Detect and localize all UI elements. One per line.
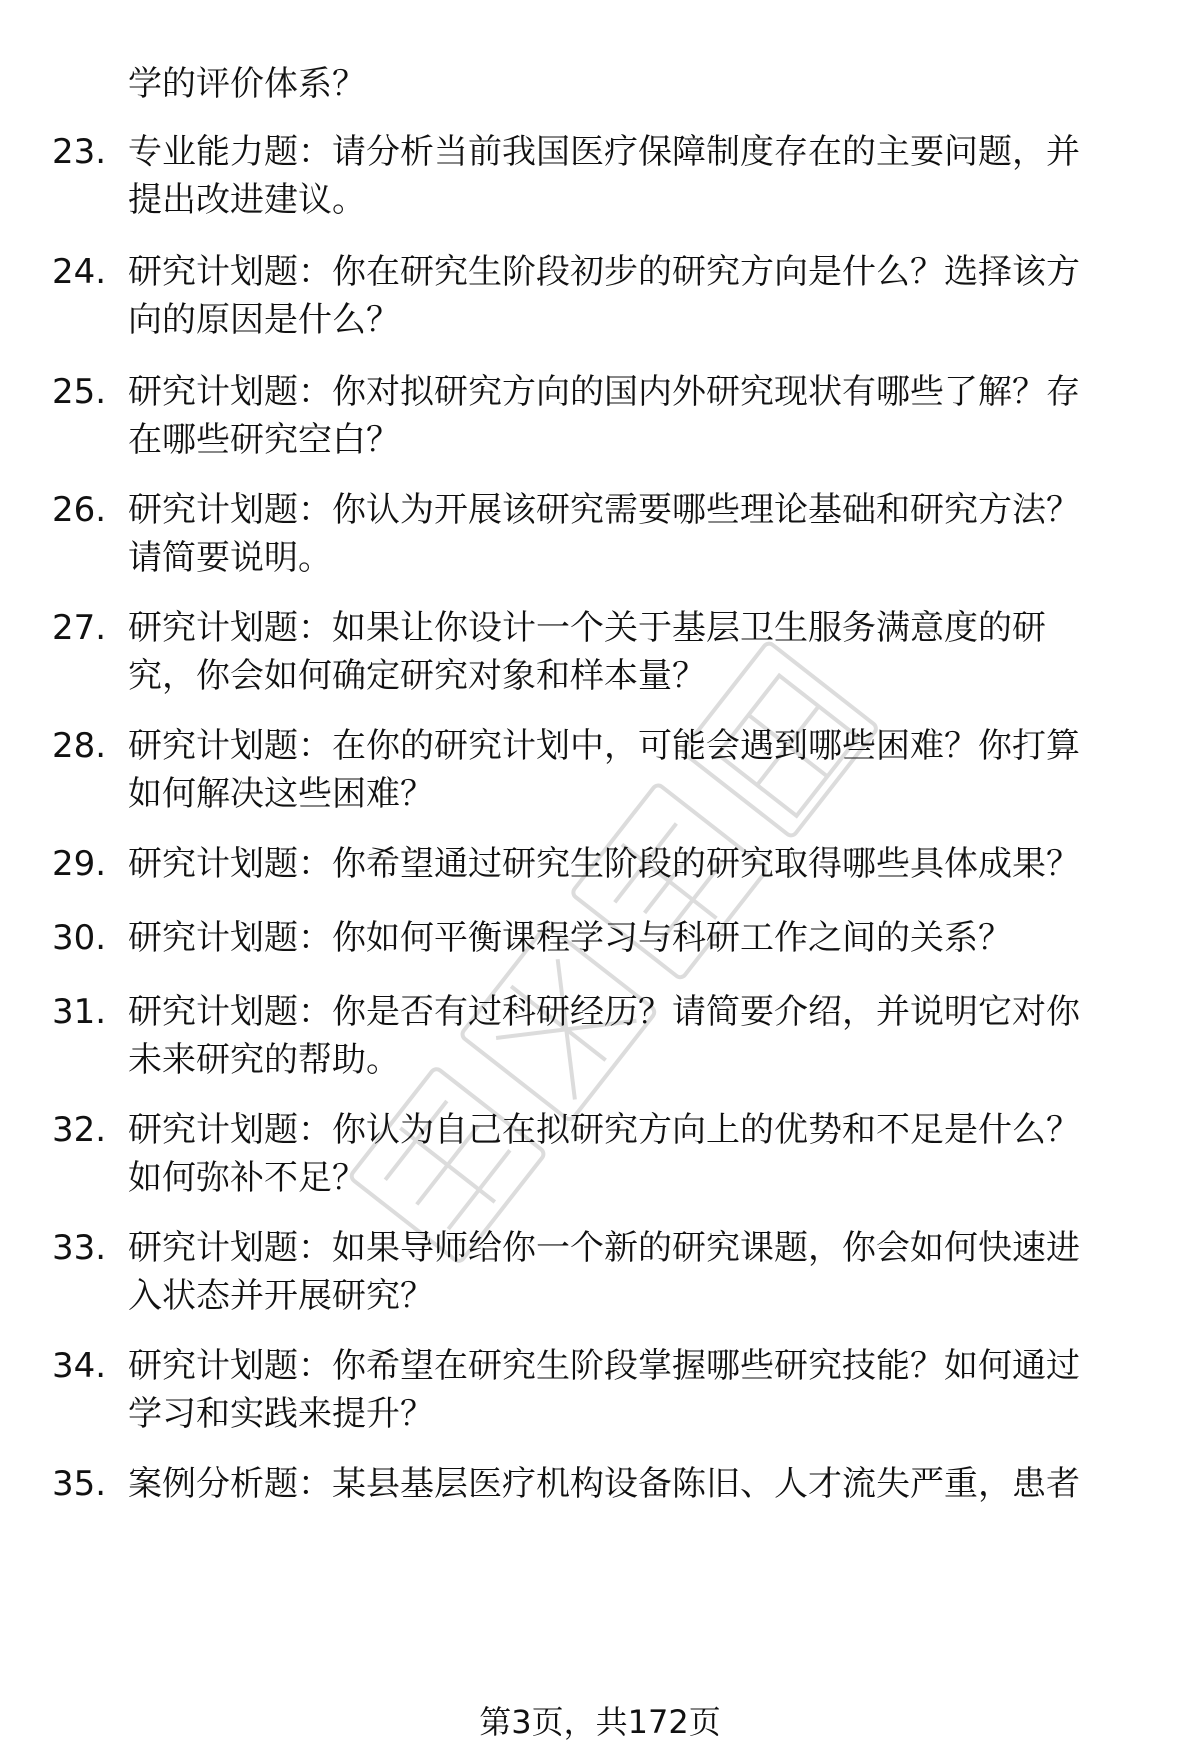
question-item xyxy=(52,988,1152,1084)
question-number: 26. xyxy=(52,490,107,530)
question-text xyxy=(128,128,1152,224)
question-line-2: 提出改进建议。 xyxy=(128,180,366,220)
question-line-2: 入状态并开展研究？ xyxy=(128,1276,434,1316)
question-line-1: 研究计划题：你是否有过科研经历？请简要介绍，并说明它对你 xyxy=(128,992,1080,1032)
question-number: 29. xyxy=(52,844,107,884)
question-number: 30. xyxy=(52,918,107,958)
question-line-1: 研究计划题：你对拟研究方向的国内外研究现状有哪些了解？存 xyxy=(128,372,1080,412)
question-text: 研究计划题：你如何平衡课程学习与科研工作之间的关系？ xyxy=(128,918,1012,958)
question-text xyxy=(128,1106,1152,1202)
question-text: 研究计划题：你希望通过研究生阶段的研究取得哪些具体成果？ xyxy=(128,844,1080,884)
question-text xyxy=(128,988,1152,1084)
page-footer: 第3页，共172页 xyxy=(479,1703,721,1741)
question-item xyxy=(52,368,1152,464)
question-number: 25. xyxy=(52,372,107,412)
question-item xyxy=(52,1106,1152,1202)
question-item xyxy=(52,604,1152,700)
question-item xyxy=(52,128,1152,224)
question-text xyxy=(128,248,1152,344)
question-line-2: 如何弥补不足？ xyxy=(128,1158,366,1198)
question-number: 24. xyxy=(52,252,107,292)
question-line-1: 研究计划题：你认为开展该研究需要哪些理论基础和研究方法？ xyxy=(128,490,1080,530)
question-number: 31. xyxy=(52,992,107,1032)
question-number: 34. xyxy=(52,1346,107,1386)
question-line-2: 在哪些研究空白？ xyxy=(128,420,400,460)
continuation-text: 学的评价体系？ xyxy=(128,64,366,104)
question-text xyxy=(128,604,1152,700)
question-line-2: 如何解决这些困难？ xyxy=(128,774,434,814)
question-line-1: 研究计划题：在你的研究计划中，可能会遇到哪些困难？你打算 xyxy=(128,726,1080,766)
question-number: 27. xyxy=(52,608,107,648)
question-item xyxy=(52,1224,1152,1320)
question-line-1: 专业能力题：请分析当前我国医疗保障制度存在的主要问题，并 xyxy=(128,132,1080,172)
question-line-1: 研究计划题：你在研究生阶段初步的研究方向是什么？选择该方 xyxy=(128,252,1080,292)
question-number: 23. xyxy=(52,132,107,172)
question-line-1: 研究计划题：如果导师给你一个新的研究课题，你会如何快速进 xyxy=(128,1228,1080,1268)
question-text: 案例分析题：某县基层医疗机构设备陈旧、人才流失严重，患者 xyxy=(128,1464,1080,1504)
question-item xyxy=(52,914,1152,962)
question-text xyxy=(128,368,1152,464)
question-line-2: 学习和实践来提升？ xyxy=(128,1394,434,1434)
question-line-1: 研究计划题：你认为自己在拟研究方向上的优势和不足是什么？ xyxy=(128,1110,1080,1150)
question-line-2: 究，你会如何确定研究对象和样本量？ xyxy=(128,656,706,696)
question-line-1: 研究计划题：你希望在研究生阶段掌握哪些研究技能？如何通过 xyxy=(128,1346,1080,1386)
question-item xyxy=(52,248,1152,344)
question-item xyxy=(52,1342,1152,1438)
question-item xyxy=(52,486,1152,582)
question-text xyxy=(128,486,1152,582)
question-line-1: 研究计划题：如果让你设计一个关于基层卫生服务满意度的研 xyxy=(128,608,1046,648)
question-item xyxy=(52,840,1152,888)
question-number: 35. xyxy=(52,1464,107,1504)
question-item xyxy=(52,1460,1152,1508)
question-text xyxy=(128,1342,1152,1438)
question-line-2: 向的原因是什么？ xyxy=(128,300,400,340)
question-line-2: 未来研究的帮助。 xyxy=(128,1040,400,1080)
question-item xyxy=(52,722,1152,818)
question-number: 33. xyxy=(52,1228,107,1268)
question-text xyxy=(128,1224,1152,1320)
question-number: 28. xyxy=(52,726,107,766)
question-text xyxy=(128,722,1152,818)
question-line-2: 请简要说明。 xyxy=(128,538,332,578)
question-number: 32. xyxy=(52,1110,107,1150)
